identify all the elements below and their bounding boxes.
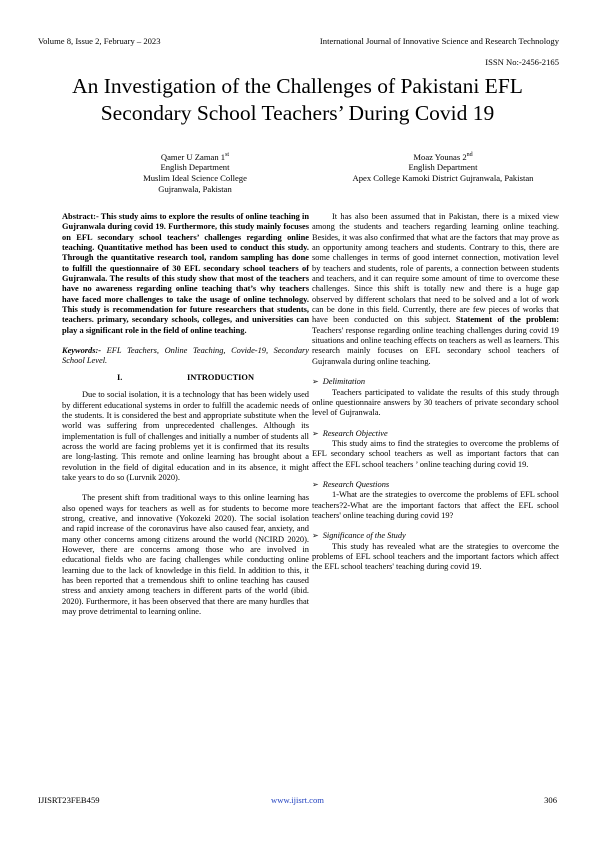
paper-title-line1: An Investigation of the Challenges of Pakistani EFL (72, 74, 523, 98)
section-heading-introduction: I. INTRODUCTION (116, 372, 254, 382)
intro-paragraph-1: Due to social isolation, it is a technology that has been widely used by different educational systems in order to fulfill the academic needs of the students. It is considered the best and appropriate substitute when the world was suffering from unprecedented challenges. Although its implementation is full of challenges and initially a number of students all across the world are facing problems yet it is confirmed that its results are long-lasting. This remote and online learning has brought about a revolution in the field of digital education and in its absence, it might take years to do so (Lurvnik 2020). (62, 390, 309, 482)
keywords (62, 346, 309, 367)
running-header-volume: Volume 8, Issue 2, February – 2023 (38, 36, 161, 46)
author-department: English Department (160, 162, 230, 173)
author-institution: Apex College Kamoki District Gujranwala, Pakistan (352, 173, 534, 184)
footer-paper-id: IJISRT23FEB459 (38, 795, 100, 805)
right-column (312, 212, 559, 573)
author-institution: Muslim Ideal Science College (143, 173, 247, 184)
abstract-label: Abstract:- (62, 212, 99, 221)
problem-statement-label: Statement of the problem: (450, 315, 559, 325)
arrow-bullet-icon: ➢ (312, 428, 319, 438)
footer-website-link[interactable]: www.ijisrt.com (271, 795, 324, 805)
heading-research-objective: ➢ Research Objective (312, 428, 388, 438)
running-header-journal: International Journal of Innovative Science and Research Technology (319, 36, 559, 46)
author-block-1 (90, 150, 300, 194)
intro-paragraph-2: The present shift from traditional ways to this online learning has also opened ways for teachers as well as for students to become more strong, creative, and innovative (Yokozeki 2020). The social isolation and rapid increase of the coronavirus have also caused fear, anxiety, and many other concerns among citizens around the world (NCIRD 2020). However, there are concerns among those who are involved in educational fields who are facing challenges while conducting online learning due to the lack of knowledge in this field. In addition to this, it has been reported that a tremendous shift to online teaching has caused stress and anxiety among teachers in different parts of the world (ibid. 2020). Furthermore, it has been observed that there are many hurdles that may prove detrimental to learning online. (62, 493, 309, 617)
author-department: English Department (408, 162, 478, 173)
keywords-text: EFL Teachers, Online Teaching, Covide-19, Secondary School Level. (62, 346, 309, 366)
heading-significance: ➢ Significance of the Study (312, 531, 406, 541)
delimitation-paragraph: Teachers participated to validate the results of this study through online questionnaire answers by 30 teachers of private secondary school level of Gujranwala. (312, 387, 559, 418)
author-name: Qamer U Zaman 1st (160, 151, 230, 162)
arrow-bullet-icon: ➢ (312, 377, 319, 387)
abstract-text: This study aims to explore the results of online teaching in Gujranwala during covid 19. Furthermore, this study mainly focuses on EFL secondary school teachers’ challenges regarding online teaching. Quantitative method has been used to conduct this study. Through the quantitative research tool, random sampling has done to fulfill the questionnaire of 30 EFL secondary school teachers of Gujranwala. The results of this study show that most of the teachers have no awareness regarding online teaching that’s why teachers have faced more challenges to take the usage of online technology. This study is recommendation for future researchers that students, teachers. primary, secondary schools, colleges, and universities can play a significant role in the field of online teaching. (62, 212, 309, 335)
abstract (62, 212, 309, 336)
footer-page-number: 306 (544, 795, 557, 805)
paper-title-line2: Secondary School Teachers’ During Covid 19 (100, 100, 495, 125)
arrow-bullet-icon: ➢ (312, 531, 319, 541)
right-paragraph-1: It has also been assumed that in Pakistan, there is a mixed view among the students and teachers regarding learning online teaching. Besides, it was also confirmed that what are the factors that may prove as an opportunity among teachers and students. Contrary to this, there are some challenges in terms of good internet connection, motivation level by teachers and students, role of parents, a connection between students and teachers, and it can require some amount of time to overcome these challenges. Since this shift is totally new and there is a huge gap observed by different scholars that need to be solved and a lot of work can be done in this field. Currently, there are few pieces of works that have been conducted on this subject. Statement of the problem: Teachers' response regarding online teaching challenges during covid 19 situations and online teaching effects on teachers as well as learners. This research mainly focuses on EFL secondary school teachers of Gujranwala during online teaching. (312, 212, 559, 366)
research-objective-paragraph: This study aims to find the strategies to overcome the problems of EFL secondary school teachers as well as important factors that can affect the EFL school teachers ’ online teaching during covid 19. (312, 438, 559, 469)
paper-title (0, 73, 595, 126)
author-location: Gujranwala, Pakistan (158, 183, 232, 194)
running-header-issn: ISSN No:-2456-2165 (485, 57, 559, 67)
arrow-bullet-icon: ➢ (312, 479, 319, 489)
author-name: Moaz Younas 2nd (413, 151, 473, 162)
heading-delimitation: ➢ Delimitation (312, 377, 366, 387)
left-column (62, 212, 309, 617)
heading-research-questions: ➢ Research Questions (312, 479, 390, 489)
keywords-label: Keywords:- (62, 346, 102, 356)
significance-paragraph: This study has revealed what are the strategies to overcome the problems of EFL school teachers and the important factors which affect the EFL school teachers' teaching during covid 19. (312, 541, 559, 572)
research-questions-paragraph: 1-What are the strategies to overcome the problems of EFL school teachers?2-What are the important factors that affect the EFL school teachers' online teaching during covid 19? (312, 490, 559, 520)
author-block-2 (318, 150, 568, 184)
